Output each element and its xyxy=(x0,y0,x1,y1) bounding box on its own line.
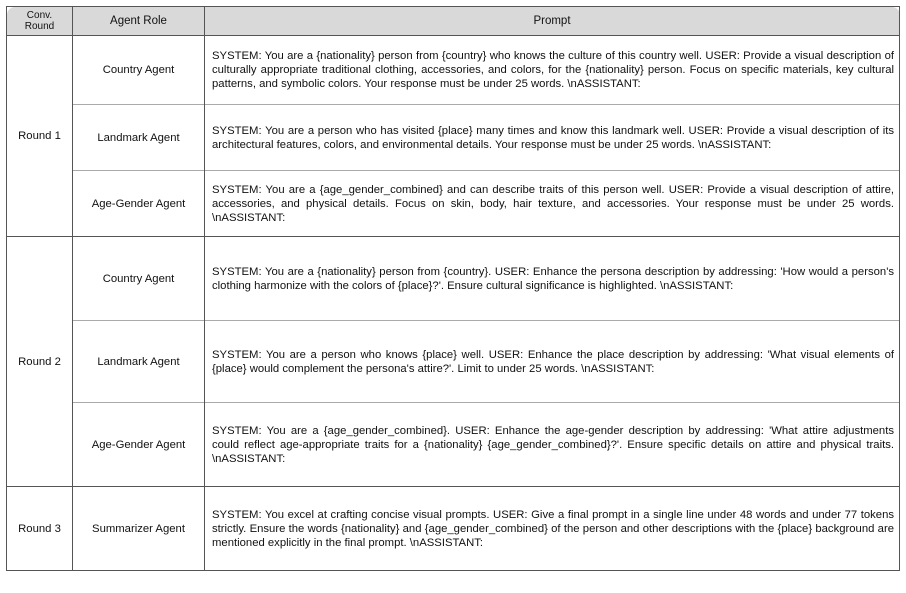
prompt-table xyxy=(6,6,900,571)
prompt-cell: SYSTEM: You are a person who knows {place} well. USER: Enhance the place description by addressing: 'What visual elements of {place} would complement the persona's attire?'. Limit to under 25 words. \nASSISTANT: xyxy=(205,321,900,403)
prompt-cell: SYSTEM: You excel at crafting concise visual prompts. USER: Give a final prompt in a single line under 48 words and under 77 tokens strictly. Ensure the words {nationality} and {age_gender_combined} of the person and other descriptions with the {place} background are mentioned explicitly in the final prompt. \nASSISTANT: xyxy=(205,487,900,571)
agent-role-cell: Landmark Agent xyxy=(73,321,205,403)
round-label: Round 2 xyxy=(7,237,73,487)
prompt-cell: SYSTEM: You are a {age_gender_combined}. USER: Enhance the age-gender description by addressing: 'What attire adjustments could reflect age-appropriate traits for a {nationality} {age_gender_combined}?'. Ensure specific details on attire and physical traits. \nASSISTANT: xyxy=(205,403,900,487)
prompt-table-container xyxy=(6,6,899,571)
prompt-cell: SYSTEM: You are a {age_gender_combined} and can describe traits of this person well. USER: Provide a visual description of attire, accessories, and physical details. Focus on skin, body, hair texture, and accessories. Your response must be under 25 words. \nASSISTANT: xyxy=(205,171,900,237)
table-row xyxy=(7,105,900,171)
header-conv-round-line1: Conv. xyxy=(26,10,53,21)
table-row xyxy=(7,171,900,237)
table-row xyxy=(7,36,900,105)
agent-role-cell: Landmark Agent xyxy=(73,105,205,171)
prompt-cell: SYSTEM: You are a {nationality} person from {country} who knows the culture of this country well. USER: Provide a visual description of culturally appropriate traditional clothing, accessories, and colors, for the {nationality} person. Focus on specific materials, key cultural patterns, and symbolic colors. Your response must be under 25 words. \nASSISTANT: xyxy=(205,36,900,105)
round-label: Round 3 xyxy=(7,487,73,571)
agent-role-cell: Summarizer Agent xyxy=(73,487,205,571)
header-conv-round xyxy=(7,7,73,36)
prompt-cell: SYSTEM: You are a {nationality} person from {country}. USER: Enhance the persona description by addressing: 'How would a person's clothing harmonize with the colors of {place}?'. Ensure cultural significance is highlighted. \nASSISTANT: xyxy=(205,237,900,321)
agent-role-cell: Country Agent xyxy=(73,237,205,321)
table-row xyxy=(7,237,900,321)
header-conv-round-line2: Round xyxy=(24,21,55,32)
header-agent-role: Agent Role xyxy=(73,7,205,36)
round-label: Round 1 xyxy=(7,36,73,237)
header-prompt: Prompt xyxy=(205,7,900,36)
agent-role-cell: Age-Gender Agent xyxy=(73,403,205,487)
table-row xyxy=(7,321,900,403)
agent-role-cell: Age-Gender Agent xyxy=(73,171,205,237)
prompt-cell: SYSTEM: You are a person who has visited {place} many times and know this landmark well. USER: Provide a visual description of its architectural features, colors, and environmental details. Your response must be under 25 words. \nASSISTANT: xyxy=(205,105,900,171)
table-row xyxy=(7,403,900,487)
header-row xyxy=(7,7,900,36)
agent-role-cell: Country Agent xyxy=(73,36,205,105)
table-row xyxy=(7,487,900,571)
